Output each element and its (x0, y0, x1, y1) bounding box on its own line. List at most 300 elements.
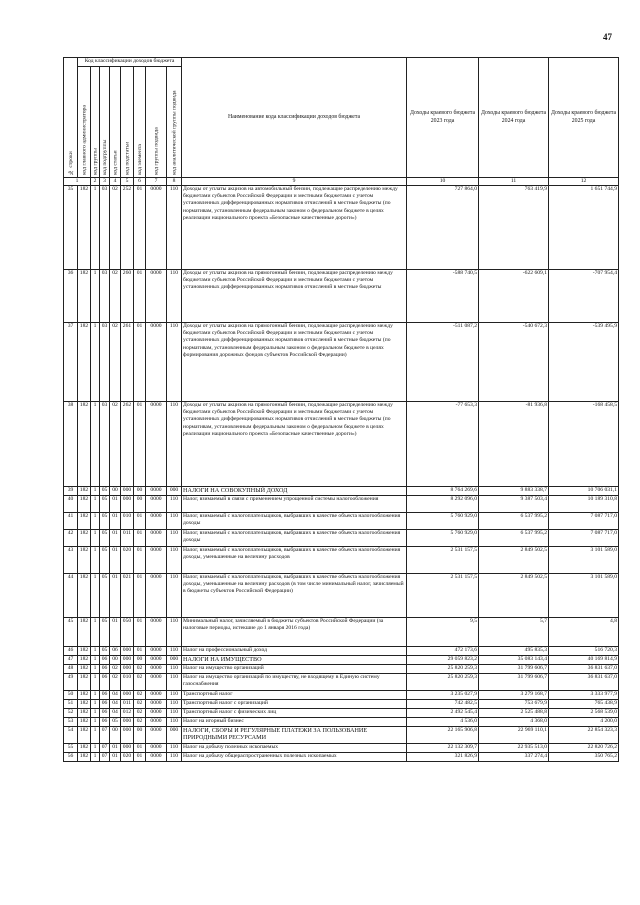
amount-2024: 5,7 (479, 618, 549, 647)
code-cell: 1 (91, 496, 100, 513)
code-cell: 01 (110, 753, 121, 762)
code-cell: 1 (91, 753, 100, 762)
code-cell: 00 (110, 487, 121, 496)
table-row (64, 530, 619, 547)
code-cell: 0000 (146, 744, 167, 753)
amount-2023: -511 087,2 (407, 323, 479, 402)
code-cell: 0000 (146, 665, 167, 674)
row-number: 56 (64, 753, 78, 762)
code-cell: 110 (167, 744, 182, 753)
code-cell: 01 (134, 647, 146, 656)
code-cell: 02 (110, 323, 121, 402)
code-cell: 262 (121, 402, 134, 487)
code-cell: 00 (110, 656, 121, 665)
code-cell: 000 (121, 656, 134, 665)
row-number: 39 (64, 487, 78, 496)
amount-2025: 7 087 717,0 (549, 513, 619, 530)
code-cell: 0000 (146, 530, 167, 547)
column-number: 5 (121, 178, 134, 186)
row-number: 46 (64, 647, 78, 656)
code-cell: 06 (100, 691, 110, 700)
amount-2023: -588 740,5 (407, 270, 479, 323)
header-2024: Доходы краевого бюджета 2024 года (479, 58, 549, 178)
code-cell: 01 (134, 574, 146, 618)
code-cell: 110 (167, 700, 182, 709)
code-cell: 02 (134, 718, 146, 727)
code-cell: 01 (110, 547, 121, 574)
row-number: 41 (64, 513, 78, 530)
amount-2023: 4 536,0 (407, 718, 479, 727)
code-cell: 00 (134, 727, 146, 744)
amount-2023: -77 653,3 (407, 402, 479, 487)
code-cell: 1 (91, 547, 100, 574)
code-cell: 05 (100, 487, 110, 496)
amount-2025: 3 101 589,0 (549, 574, 619, 618)
table-row (64, 718, 619, 727)
code-cell: 1 (91, 700, 100, 709)
code-cell: 1 (91, 647, 100, 656)
amount-2023: 2 531 157,5 (407, 547, 479, 574)
code-cell: 182 (78, 753, 91, 762)
amount-2025: 516 720,3 (549, 647, 619, 656)
code-cell: 000 (121, 744, 134, 753)
code-cell: 1 (91, 530, 100, 547)
revenue-name: Минимальный налог, зачисляемый в бюджеты субъектов Российской Федерации (за налоговые периоды, истекшие до 1 января 2016 года) (182, 618, 407, 647)
header-code-col: код статьи (110, 67, 121, 178)
table-row (64, 402, 619, 487)
row-number: 51 (64, 700, 78, 709)
row-number: 42 (64, 530, 78, 547)
header-code-col: код группы подвида (146, 67, 167, 178)
code-cell: 06 (100, 656, 110, 665)
amount-2023: 3 235 027,9 (407, 691, 479, 700)
code-cell: 182 (78, 656, 91, 665)
code-cell: 021 (121, 574, 134, 618)
table-row (64, 574, 619, 618)
row-number: 45 (64, 618, 78, 647)
code-cell: 182 (78, 270, 91, 323)
amount-2024: 4 368,0 (479, 718, 549, 727)
code-cell: 050 (121, 618, 134, 647)
code-cell: 182 (78, 691, 91, 700)
code-cell: 011 (121, 530, 134, 547)
revenue-name: Налог на имущество организаций по имуществу, не входящему в Единую систему газоснабжения (182, 674, 407, 691)
code-cell: 000 (121, 647, 134, 656)
header-row-no: № строки (64, 58, 78, 178)
amount-2025: 10 706 031,1 (549, 487, 619, 496)
code-cell: 110 (167, 547, 182, 574)
code-cell: 01 (134, 513, 146, 530)
column-number: 8 (167, 178, 182, 186)
amount-2024: 2 849 502,5 (479, 574, 549, 618)
table-row (64, 496, 619, 513)
code-cell: 182 (78, 186, 91, 270)
code-cell: 182 (78, 647, 91, 656)
column-number: 9 (182, 178, 407, 186)
amount-2024: 6 537 995,2 (479, 513, 549, 530)
table-row (64, 691, 619, 700)
code-cell: 02 (110, 270, 121, 323)
code-cell: 05 (100, 647, 110, 656)
code-cell: 06 (100, 709, 110, 718)
code-cell: 110 (167, 323, 182, 402)
code-cell: 0000 (146, 656, 167, 665)
amount-2023: 5 760 929,0 (407, 530, 479, 547)
code-cell: 04 (110, 700, 121, 709)
code-cell: 01 (134, 547, 146, 574)
code-cell: 012 (121, 709, 134, 718)
code-cell: 000 (167, 656, 182, 665)
amount-2025: 350 765,2 (549, 753, 619, 762)
code-cell: 07 (100, 744, 110, 753)
code-cell: 05 (100, 618, 110, 647)
column-number: 11 (479, 178, 549, 186)
code-cell: 05 (100, 496, 110, 513)
code-cell: 110 (167, 574, 182, 618)
amount-2025: 3 101 589,0 (549, 547, 619, 574)
code-cell: 03 (100, 270, 110, 323)
amount-2023: 25 820 259,3 (407, 665, 479, 674)
code-cell: 000 (167, 727, 182, 744)
code-cell: 1 (91, 718, 100, 727)
row-number: 52 (64, 709, 78, 718)
code-cell: 110 (167, 618, 182, 647)
column-number: 7 (146, 178, 167, 186)
code-cell: 0000 (146, 496, 167, 513)
code-cell: 261 (121, 323, 134, 402)
amount-2025: 36 831 637,0 (549, 665, 619, 674)
code-cell: 010 (121, 513, 134, 530)
code-cell: 1 (91, 323, 100, 402)
code-cell: 0000 (146, 674, 167, 691)
code-cell: 01 (134, 186, 146, 270)
table-row (64, 727, 619, 744)
amount-2025: 36 831 637,0 (549, 674, 619, 691)
code-cell: 020 (121, 547, 134, 574)
code-cell: 0000 (146, 323, 167, 402)
amount-2024: 763 419,9 (479, 186, 549, 270)
table-row (64, 674, 619, 691)
code-cell: 110 (167, 753, 182, 762)
code-cell: 05 (100, 574, 110, 618)
revenue-name: Налог, взимаемый с налогоплательщиков, выбравших в качестве объекта налогообложения доходы, уменьшенные на величину расходов (в том числе минимальный налог, зачисляемый в бюджеты субъектов Российской Федерации) (182, 574, 407, 618)
amount-2024: 31 799 606,7 (479, 674, 549, 691)
amount-2025: 765 438,9 (549, 700, 619, 709)
code-cell: 020 (121, 753, 134, 762)
amount-2024: 753 679,9 (479, 700, 549, 709)
code-cell: 182 (78, 530, 91, 547)
code-cell: 0000 (146, 727, 167, 744)
code-cell: 182 (78, 574, 91, 618)
code-cell: 0000 (146, 487, 167, 496)
header-code-col: код подгруппы (100, 67, 110, 178)
row-number: 55 (64, 744, 78, 753)
code-cell: 0000 (146, 718, 167, 727)
amount-2024: 35 083 143,4 (479, 656, 549, 665)
amount-2024: -540 672,3 (479, 323, 549, 402)
code-cell: 000 (121, 727, 134, 744)
code-cell: 03 (100, 186, 110, 270)
amount-2024: -81 936,8 (479, 402, 549, 487)
code-cell: 252 (121, 186, 134, 270)
code-cell: 06 (100, 700, 110, 709)
amount-2025: -539 495,9 (549, 323, 619, 402)
header-2023: Доходы краевого бюджета 2023 года (407, 58, 479, 178)
code-cell: 01 (134, 618, 146, 647)
code-cell: 01 (134, 323, 146, 402)
code-cell: 182 (78, 674, 91, 691)
code-cell: 01 (134, 753, 146, 762)
amount-2025: 2 568 539,0 (549, 709, 619, 718)
code-cell: 02 (134, 674, 146, 691)
amount-2023: 22 132 309,7 (407, 744, 479, 753)
table-row (64, 323, 619, 402)
table-row (64, 270, 619, 323)
amount-2025: 40 169 814,9 (549, 656, 619, 665)
code-cell: 06 (100, 718, 110, 727)
code-cell: 000 (121, 691, 134, 700)
column-number: 4 (110, 178, 121, 186)
revenue-name: Доходы от уплаты акцизов на прямогонный бензин, подлежащие распределению между бюджетами субъектов Российской Федерации и местными бюджетами с учетом установленных дифференцированных нормативов отчислений в местные бюджеты (182, 270, 407, 323)
row-number: 40 (64, 496, 78, 513)
code-cell: 182 (78, 744, 91, 753)
code-cell: 01 (110, 496, 121, 513)
code-cell: 110 (167, 691, 182, 700)
code-cell: 02 (134, 700, 146, 709)
table-row (64, 665, 619, 674)
header-code-col: код группы (91, 67, 100, 178)
revenue-name: НАЛОГИ, СБОРЫ И РЕГУЛЯРНЫЕ ПЛАТЕЖИ ЗА ПОЛЬЗОВАНИЕ ПРИРОДНЫМИ РЕСУРСАМИ (182, 727, 407, 744)
code-cell: 0000 (146, 647, 167, 656)
code-cell: 02 (134, 665, 146, 674)
code-cell: 182 (78, 665, 91, 674)
amount-2023: 9,5 (407, 618, 479, 647)
page-number: 47 (603, 32, 612, 42)
amount-2023: 2 492 545,4 (407, 709, 479, 718)
code-cell: 00 (110, 727, 121, 744)
code-cell: 01 (110, 744, 121, 753)
code-cell: 04 (110, 709, 121, 718)
code-cell: 182 (78, 618, 91, 647)
amount-2024: 9 883 338,7 (479, 487, 549, 496)
code-cell: 000 (121, 665, 134, 674)
code-cell: 05 (100, 547, 110, 574)
code-cell: 000 (121, 487, 134, 496)
amount-2025: 7 087 717,0 (549, 530, 619, 547)
revenue-name: Транспортный налог с организаций (182, 700, 407, 709)
column-number: 6 (134, 178, 146, 186)
code-cell: 1 (91, 691, 100, 700)
code-cell: 0000 (146, 691, 167, 700)
amount-2025: 4 200,0 (549, 718, 619, 727)
code-cell: 182 (78, 547, 91, 574)
row-number: 53 (64, 718, 78, 727)
code-cell: 0000 (146, 547, 167, 574)
revenue-name: Налог, взимаемый в связи с применением упрощенной системы налогообложения (182, 496, 407, 513)
code-cell: 110 (167, 718, 182, 727)
amount-2024: 22 935 513,0 (479, 744, 549, 753)
amount-2024: 2 849 502,5 (479, 547, 549, 574)
amount-2025: 10 189 310,8 (549, 496, 619, 513)
code-cell: 0000 (146, 402, 167, 487)
code-cell: 00 (134, 487, 146, 496)
amount-2023: 321 826,9 (407, 753, 479, 762)
code-cell: 182 (78, 709, 91, 718)
header-code-col: код элемента (134, 67, 146, 178)
revenue-name: Налог на имущество организаций (182, 665, 407, 674)
code-cell: 01 (110, 513, 121, 530)
amount-2025: -707 954,4 (549, 270, 619, 323)
amount-2025: -168 458,5 (549, 402, 619, 487)
code-cell: 0000 (146, 700, 167, 709)
amount-2024: 6 537 995,2 (479, 530, 549, 547)
amount-2024: -622 609,1 (479, 270, 549, 323)
code-cell: 1 (91, 487, 100, 496)
code-cell: 1 (91, 186, 100, 270)
revenue-name: НАЛОГИ НА СОВОКУПНЫЙ ДОХОД (182, 487, 407, 496)
code-cell: 182 (78, 513, 91, 530)
column-numbers (64, 178, 619, 186)
table-row (64, 753, 619, 762)
amount-2024: 9 387 503,4 (479, 496, 549, 513)
code-cell: 182 (78, 727, 91, 744)
amount-2024: 2 525 488,8 (479, 709, 549, 718)
code-cell: 04 (110, 691, 121, 700)
code-cell: 06 (100, 674, 110, 691)
amount-2023: 8 292 096,0 (407, 496, 479, 513)
code-cell: 182 (78, 323, 91, 402)
column-number: 12 (549, 178, 619, 186)
code-cell: 010 (121, 674, 134, 691)
code-cell: 182 (78, 700, 91, 709)
code-cell: 000 (121, 718, 134, 727)
code-cell: 110 (167, 665, 182, 674)
amount-2023: 5 760 929,0 (407, 513, 479, 530)
amount-2023: 29 059 823,2 (407, 656, 479, 665)
code-cell: 110 (167, 647, 182, 656)
row-number: 50 (64, 691, 78, 700)
code-cell: 00 (134, 496, 146, 513)
revenue-name: Доходы от уплаты акцизов на прямогонный бензин, подлежащие распределению между бюджетами субъектов Российской Федерации и местными бюджетами с учетом установленных дифференцированных нормативов отчислений в местные бюджеты (по нормативам, установленным федеральным законом о федеральном бюджете в целях формирования дорожных фондов субъектов Российской Федерации) (182, 323, 407, 402)
code-cell: 07 (100, 727, 110, 744)
table-row (64, 700, 619, 709)
code-cell: 01 (134, 402, 146, 487)
code-cell: 1 (91, 709, 100, 718)
table-row (64, 487, 619, 496)
revenue-name: Налог, взимаемый с налогоплательщиков, выбравших в качестве объекта налогообложения доходы, уменьшенные на величину расходов (182, 547, 407, 574)
amount-2024: 495 835,3 (479, 647, 549, 656)
code-cell: 03 (100, 402, 110, 487)
revenue-name: Налог, взимаемый с налогоплательщиков, выбравших в качестве объекта налогообложения доходы (182, 530, 407, 547)
amount-2024: 3 279 168,7 (479, 691, 549, 700)
revenue-name: Транспортный налог (182, 691, 407, 700)
row-number: 43 (64, 547, 78, 574)
revenue-name: Доходы от уплаты акцизов на прямогонный бензин, подлежащие распределению между бюджетами субъектов Российской Федерации и местными бюджетами с учетом установленных дифференцированных нормативов отчислений в местные бюджеты (по нормативам, установленным федеральным законом о федеральном бюджете в целях реализации национального проекта «Безопасные качественные дороги») (182, 402, 407, 487)
revenue-name: Налог на добычу полезных ископаемых (182, 744, 407, 753)
column-number: 10 (407, 178, 479, 186)
table-row (64, 709, 619, 718)
code-cell: 1 (91, 744, 100, 753)
code-cell: 011 (121, 700, 134, 709)
row-number: 44 (64, 574, 78, 618)
header-code-col: код аналитической группы подвида (167, 67, 182, 178)
revenue-table (63, 57, 619, 762)
row-number: 54 (64, 727, 78, 744)
code-cell: 00 (134, 656, 146, 665)
code-cell: 0000 (146, 513, 167, 530)
header-code-group: Код классификации доходов бюджета (78, 58, 182, 67)
code-cell: 02 (134, 691, 146, 700)
code-cell: 01 (110, 574, 121, 618)
revenue-name: Налог на профессиональный доход (182, 647, 407, 656)
amount-2023: 742 482,5 (407, 700, 479, 709)
amount-2023: 8 764 269,6 (407, 487, 479, 496)
code-cell: 1 (91, 618, 100, 647)
code-cell: 110 (167, 530, 182, 547)
amount-2023: 727 864,0 (407, 186, 479, 270)
code-cell: 03 (100, 323, 110, 402)
amount-2025: 4,8 (549, 618, 619, 647)
amount-2024: 31 799 606,7 (479, 665, 549, 674)
table-row (64, 186, 619, 270)
code-cell: 07 (100, 753, 110, 762)
table-row (64, 647, 619, 656)
code-cell: 110 (167, 496, 182, 513)
revenue-name: НАЛОГИ НА ИМУЩЕСТВО (182, 656, 407, 665)
code-cell: 182 (78, 487, 91, 496)
code-cell: 02 (110, 674, 121, 691)
amount-2023: 2 531 157,5 (407, 574, 479, 618)
row-number: 47 (64, 656, 78, 665)
code-cell: 01 (110, 618, 121, 647)
header-code-col: код подстатьи (121, 67, 134, 178)
amount-2025: 22 820 726,2 (549, 744, 619, 753)
code-cell: 02 (110, 665, 121, 674)
code-cell: 02 (110, 186, 121, 270)
amount-2024: 337 274,4 (479, 753, 549, 762)
table-row (64, 744, 619, 753)
column-number: 3 (100, 178, 110, 186)
code-cell: 01 (110, 530, 121, 547)
row-number: 35 (64, 186, 78, 270)
row-number: 36 (64, 270, 78, 323)
revenue-name: Налог на добычу общераспространенных полезных ископаемых (182, 753, 407, 762)
code-cell: 1 (91, 574, 100, 618)
row-number: 49 (64, 674, 78, 691)
code-cell: 260 (121, 270, 134, 323)
code-cell: 06 (100, 665, 110, 674)
code-cell: 110 (167, 674, 182, 691)
code-cell: 182 (78, 402, 91, 487)
code-cell: 01 (134, 270, 146, 323)
code-cell: 06 (110, 647, 121, 656)
code-cell: 0000 (146, 574, 167, 618)
code-cell: 1 (91, 665, 100, 674)
code-cell: 1 (91, 674, 100, 691)
amount-2023: 22 165 906,8 (407, 727, 479, 744)
table-row (64, 656, 619, 665)
code-cell: 1 (91, 270, 100, 323)
code-cell: 01 (134, 744, 146, 753)
table-row (64, 513, 619, 530)
code-cell: 000 (121, 496, 134, 513)
amount-2023: 25 820 259,3 (407, 674, 479, 691)
code-cell: 0000 (146, 270, 167, 323)
revenue-name: Налог, взимаемый с налогоплательщиков, выбравших в качестве объекта налогообложения доходы (182, 513, 407, 530)
amount-2024: 22 969 110,1 (479, 727, 549, 744)
code-cell: 182 (78, 496, 91, 513)
code-cell: 05 (110, 718, 121, 727)
